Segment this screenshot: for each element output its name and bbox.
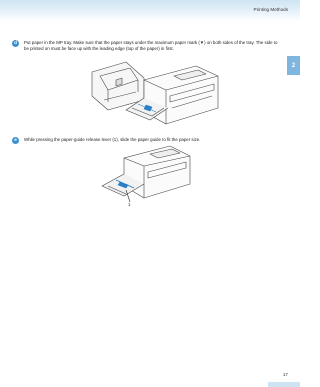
printer-mp-tray-illustration — [86, 58, 222, 130]
page-number: 17 — [282, 372, 288, 377]
step-e-badge: e — [12, 137, 19, 144]
step-d-text: Put paper in the MP tray. Make sure that the paper stays under the maximum paper mark (▼) on both sides of the tray. The side to be printed on must be face up with the leading edge (top of the paper) in first. — [24, 40, 278, 52]
footer-band — [268, 382, 300, 387]
paper-guide-illustration — [96, 144, 196, 206]
lever-callout: 1 — [128, 202, 131, 207]
step-d — [14, 40, 279, 52]
step-e-text: While pressing the paper-guide release lever (1), slide the paper guide to fit the paper size. — [24, 137, 201, 142]
step-d-badge: d — [12, 40, 19, 47]
step-e — [14, 137, 279, 143]
running-header: Printing Methods — [253, 7, 288, 12]
chapter-tab: 2 — [287, 56, 300, 75]
